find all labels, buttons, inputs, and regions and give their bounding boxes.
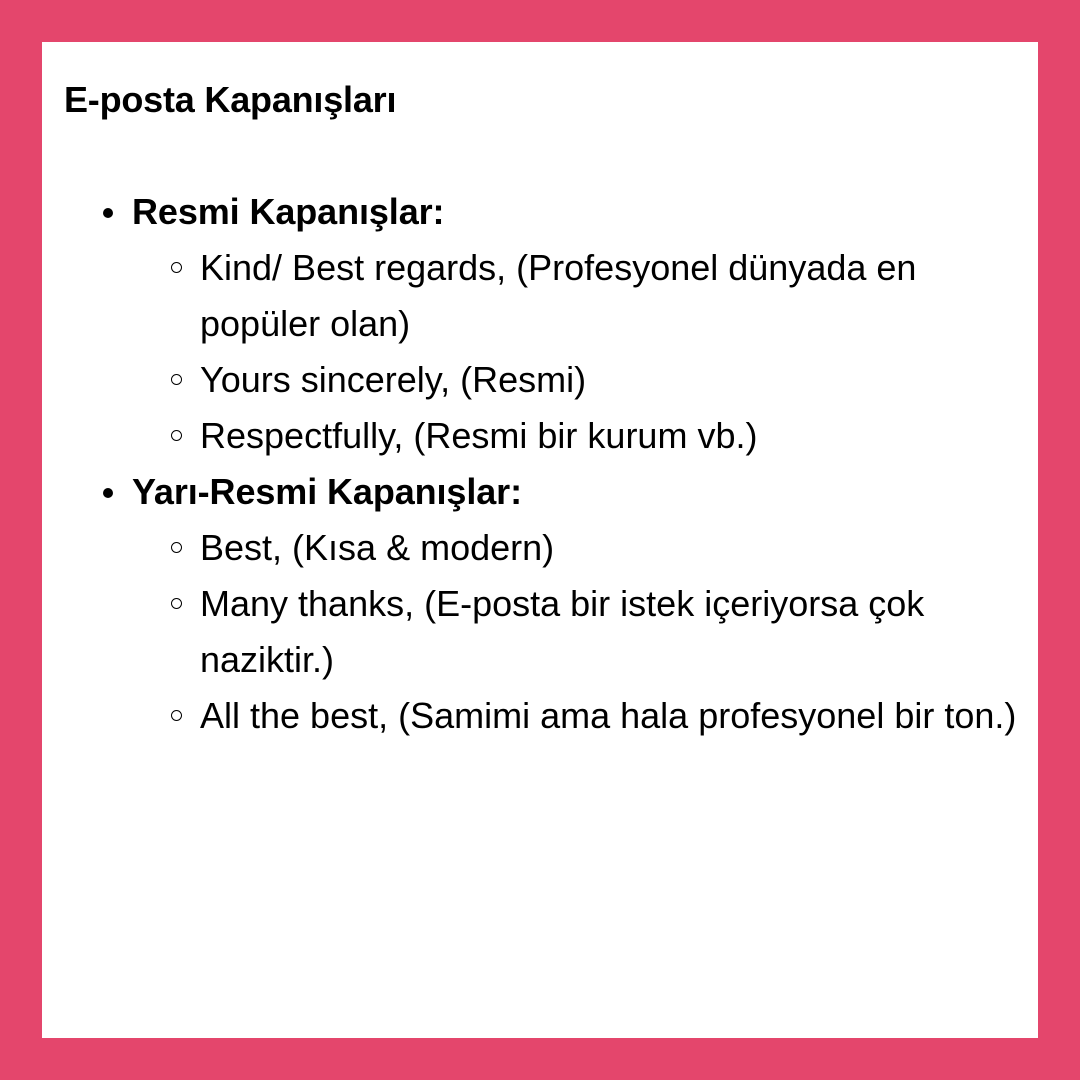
bullet-circle-icon bbox=[171, 430, 182, 441]
page-title: E-posta Kapanışları bbox=[64, 79, 397, 120]
closing-text: Yours sincerely, (Resmi) bbox=[200, 359, 587, 400]
list-item bbox=[132, 240, 1038, 352]
closing-items bbox=[132, 240, 1038, 464]
section-formal bbox=[42, 184, 1038, 464]
bullet-dot-icon bbox=[103, 488, 113, 498]
section-heading: Yarı-Resmi Kapanışlar: bbox=[132, 471, 522, 512]
bullet-circle-icon bbox=[171, 262, 182, 273]
bullet-dot-icon bbox=[103, 208, 113, 218]
content-card bbox=[42, 42, 1038, 1038]
list-item bbox=[132, 520, 1038, 576]
list-item bbox=[132, 688, 1038, 744]
bullet-circle-icon bbox=[171, 598, 182, 609]
list-item bbox=[132, 576, 1038, 688]
list-item bbox=[132, 408, 1038, 464]
closing-text: Kind/ Best regards, (Profesyonel dünyada en popüler olan) bbox=[200, 247, 917, 344]
closing-text: Best, (Kısa & modern) bbox=[200, 527, 555, 568]
bullet-circle-icon bbox=[171, 374, 182, 385]
closing-text: All the best, (Samimi ama hala profesyonel bir ton.) bbox=[200, 695, 1017, 736]
bullet-circle-icon bbox=[171, 710, 182, 721]
list-item bbox=[132, 352, 1038, 408]
bullet-circle-icon bbox=[171, 542, 182, 553]
closings-list bbox=[42, 184, 1038, 744]
closing-items bbox=[132, 520, 1038, 744]
section-heading: Resmi Kapanışlar: bbox=[132, 191, 445, 232]
closing-text: Many thanks, (E-posta bir istek içeriyorsa çok naziktir.) bbox=[200, 583, 925, 680]
section-semi-formal bbox=[42, 464, 1038, 744]
closing-text: Respectfully, (Resmi bir kurum vb.) bbox=[200, 415, 758, 456]
